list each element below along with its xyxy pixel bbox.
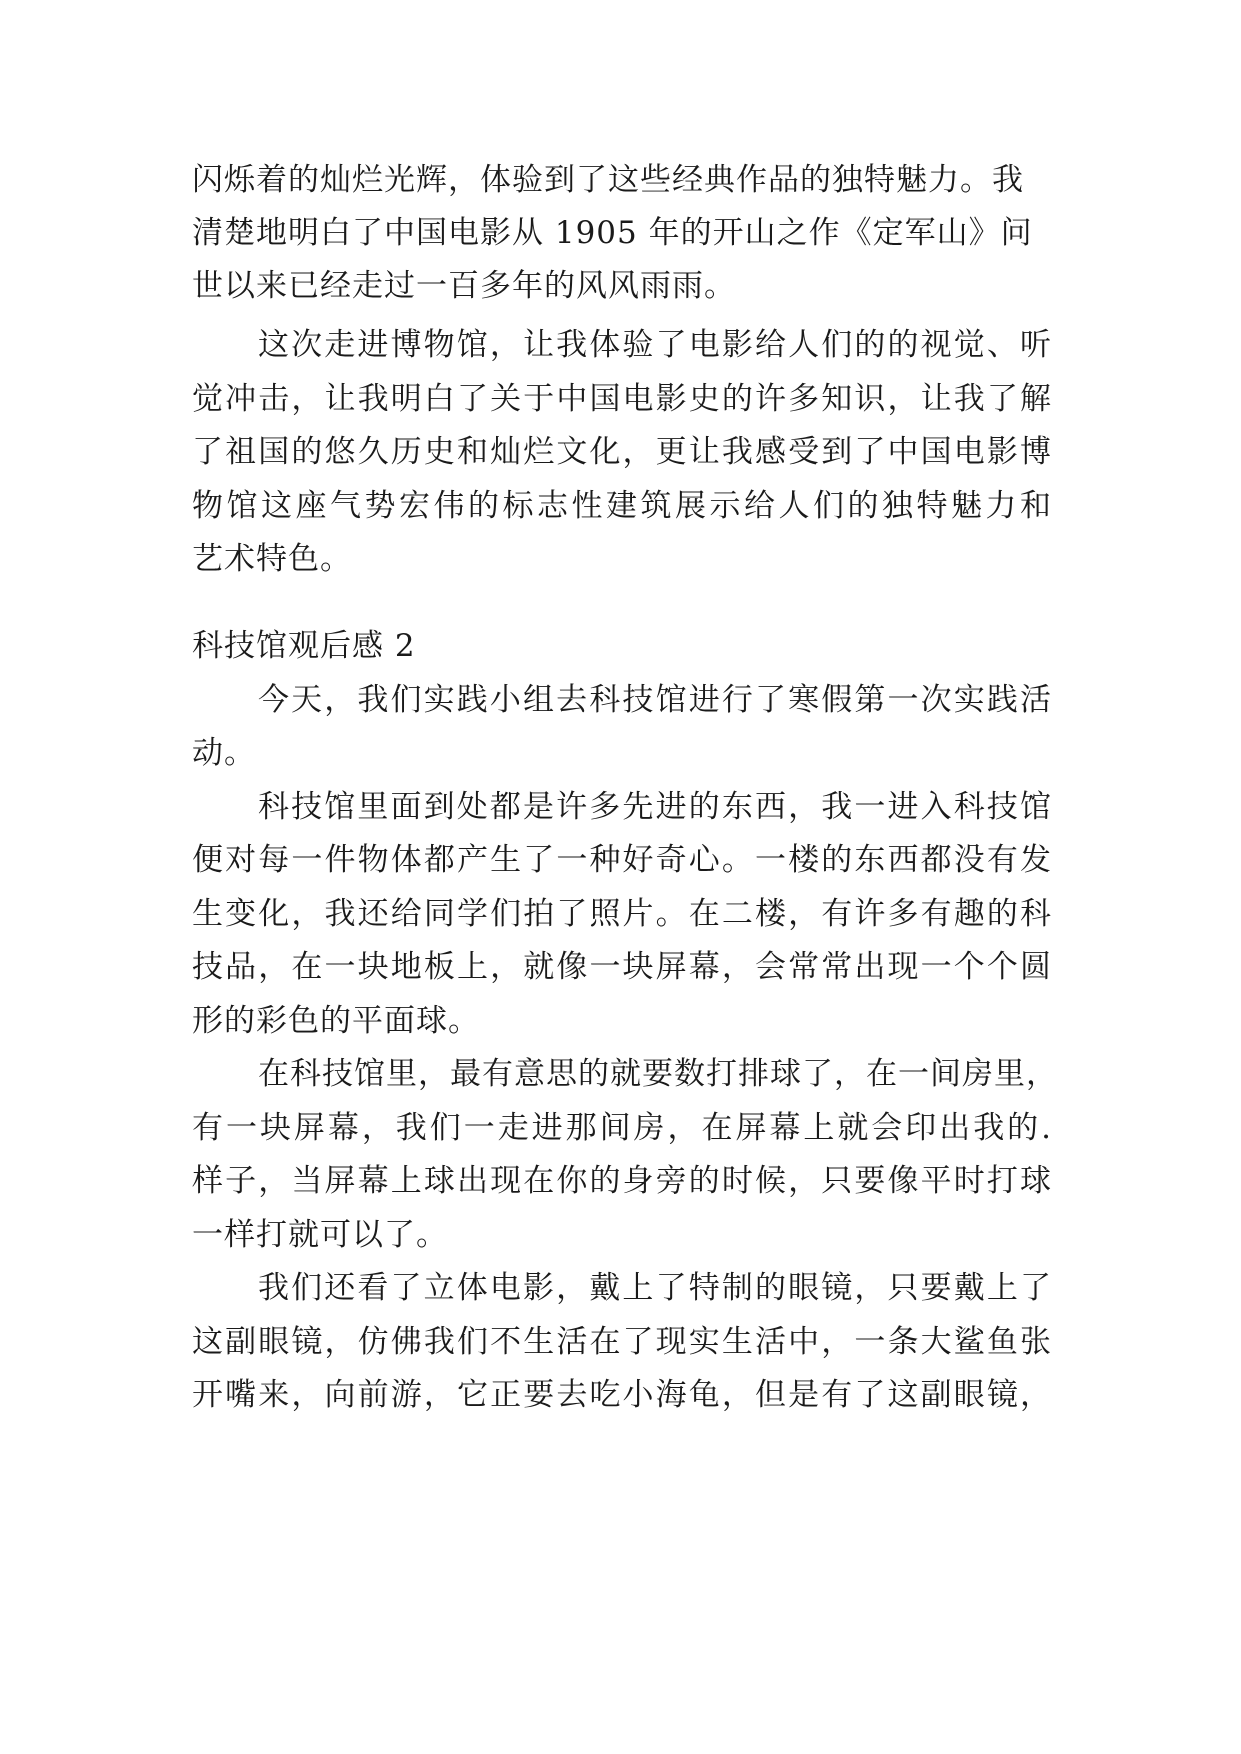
text-line: 我们还看了立体电影，戴上了特制的眼镜，只要戴上了 — [258, 1270, 1052, 1306]
text-line: 这次走进博物馆，让我体验了电影给人们的的视觉、听 — [258, 327, 1052, 363]
text-line: 清楚地明白了中国电影从 1905 年的开山之作《定军山》问 — [192, 215, 1033, 251]
text-line: 一样打就可以了。 — [192, 1217, 448, 1253]
text-line: 物馆这座气势宏伟的标志性建筑展示给人们的独特魅力和 — [192, 488, 1052, 524]
text-line: 觉冲击，让我明白了关于中国电影史的许多知识，让我了解 — [192, 381, 1052, 417]
text-line: 了祖国的悠久历史和灿烂文化，更让我感受到了中国电影博 — [192, 434, 1052, 470]
text-line: 世以来已经走过一百多年的风风雨雨。 — [192, 268, 736, 304]
text-line: 形的彩色的平面球。 — [192, 1003, 480, 1039]
text-line: 动。 — [192, 735, 256, 771]
text-line: 艺术特色。 — [192, 541, 352, 577]
text-line: 这副眼镜，仿佛我们不生活在了现实生活中，一条大鲨鱼张 — [192, 1324, 1052, 1360]
section-heading: 科技馆观后感 2 — [192, 628, 416, 664]
text-line: 生变化，我还给同学们拍了照片。在二楼，有许多有趣的科 — [192, 896, 1052, 932]
text-line: 闪烁着的灿烂光辉，体验到了这些经典作品的独特魅力。我 — [192, 162, 1024, 198]
text-line: 有一块屏幕，我们一走进那间房，在屏幕上就会印出我的. — [192, 1110, 1052, 1146]
text-line: 科技馆里面到处都是许多先进的东西，我一进入科技馆 — [258, 789, 1052, 825]
text-line: 便对每一件物体都产生了一种好奇心。一楼的东西都没有发 — [192, 842, 1052, 878]
text-line: 技品，在一块地板上，就像一块屏幕，会常常出现一个个圆 — [192, 949, 1052, 985]
text-line: 今天，我们实践小组去科技馆进行了寒假第一次实践活 — [258, 682, 1052, 718]
text-line: 开嘴来，向前游，它正要去吃小海龟，但是有了这副眼镜， — [192, 1377, 1052, 1413]
text-line: 样子，当屏幕上球出现在你的身旁的时候，只要像平时打球 — [192, 1163, 1052, 1199]
text-line: 在科技馆里，最有意思的就要数打排球了，在一间房里， — [258, 1056, 1058, 1092]
